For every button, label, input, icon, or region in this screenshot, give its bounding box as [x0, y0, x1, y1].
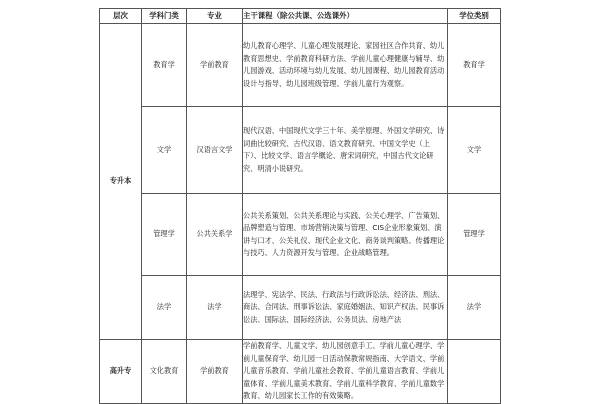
degree-cell	[448, 340, 501, 404]
major-cell: 公共关系学	[187, 194, 243, 276]
major-cell: 学前教育	[187, 24, 243, 107]
header-major: 专业	[187, 9, 243, 24]
table-row	[100, 194, 501, 276]
courses-cell: 公共关系策划、公共关系理论与实践、公关心理学、广告策划、品牌塑造与管理、市场营销决策与管理、CIS企业形象策划、演讲与口才、公关礼仪、现代企业文化、商务谈判策略、传播理论与技巧、人力资源开发与管理、企业战略管理。	[243, 194, 448, 276]
program-table	[99, 8, 501, 404]
table-row	[100, 24, 501, 107]
major-cell: 汉语言文学	[187, 107, 243, 194]
table-row	[100, 340, 501, 404]
header-row	[100, 9, 501, 24]
degree-cell: 法学	[448, 276, 501, 340]
degree-cell: 教育学	[448, 24, 501, 107]
header-discipline: 学科门类	[142, 9, 187, 24]
courses-cell: 幼儿教育心理学、儿童心理发展理论、家园社区合作共育、幼儿教育思想史、学前教育科研方法、学前儿童心理健康与辅导、幼儿园游戏、活动环境与幼儿发展、幼儿园课程、幼儿园教育活动设计与指导、幼儿园班级管理、学前儿童行为观察。	[243, 24, 448, 107]
degree-cell: 管理学	[448, 194, 501, 276]
table-row	[100, 276, 501, 340]
discipline-cell: 文化教育	[142, 340, 187, 404]
major-cell: 学前教育	[187, 340, 243, 404]
header-degree: 学位类别	[448, 9, 501, 24]
level-cell: 专升本	[100, 24, 142, 340]
discipline-cell: 文学	[142, 107, 187, 194]
courses-cell: 现代汉语、中国现代文学三十年、美学原理、外国文学研究、诗词曲比较研究、古代汉语、语文教育研究、中国文学史（上下）、比较文学、语言学概论、唐宋词研究、中国古代文论研究、明清小说研究。	[243, 107, 448, 194]
header-courses: 主干课程（除公共课、公选课外）	[243, 9, 448, 24]
discipline-cell: 管理学	[142, 194, 187, 276]
degree-cell: 文学	[448, 107, 501, 194]
level-cell: 高升专	[100, 340, 142, 404]
discipline-cell: 教育学	[142, 24, 187, 107]
header-level: 层次	[100, 9, 142, 24]
major-cell: 法学	[187, 276, 243, 340]
courses-cell: 法理学、宪法学、民法、行政法与行政诉讼法、经济法、刑法、商法、合同法、刑事诉讼法、家庭婚姻法、知识产权法、民事诉讼法、国际法、国际经济法、公务员法、房地产法	[243, 276, 448, 340]
courses-cell: 学前教育学、儿童文学、幼儿园创意手工、学前儿童心理学、学前儿童保育学、幼儿园一日活动保教常规指南、大学语文、学前儿童音乐教育、学前儿童社会教育、学前儿童语言教育、学前儿童体育、学前儿童美术教育、学前儿童科学教育、学前儿童数学教育、幼儿园家长工作的有效策略。	[243, 340, 448, 404]
table-row	[100, 107, 501, 194]
discipline-cell: 法学	[142, 276, 187, 340]
